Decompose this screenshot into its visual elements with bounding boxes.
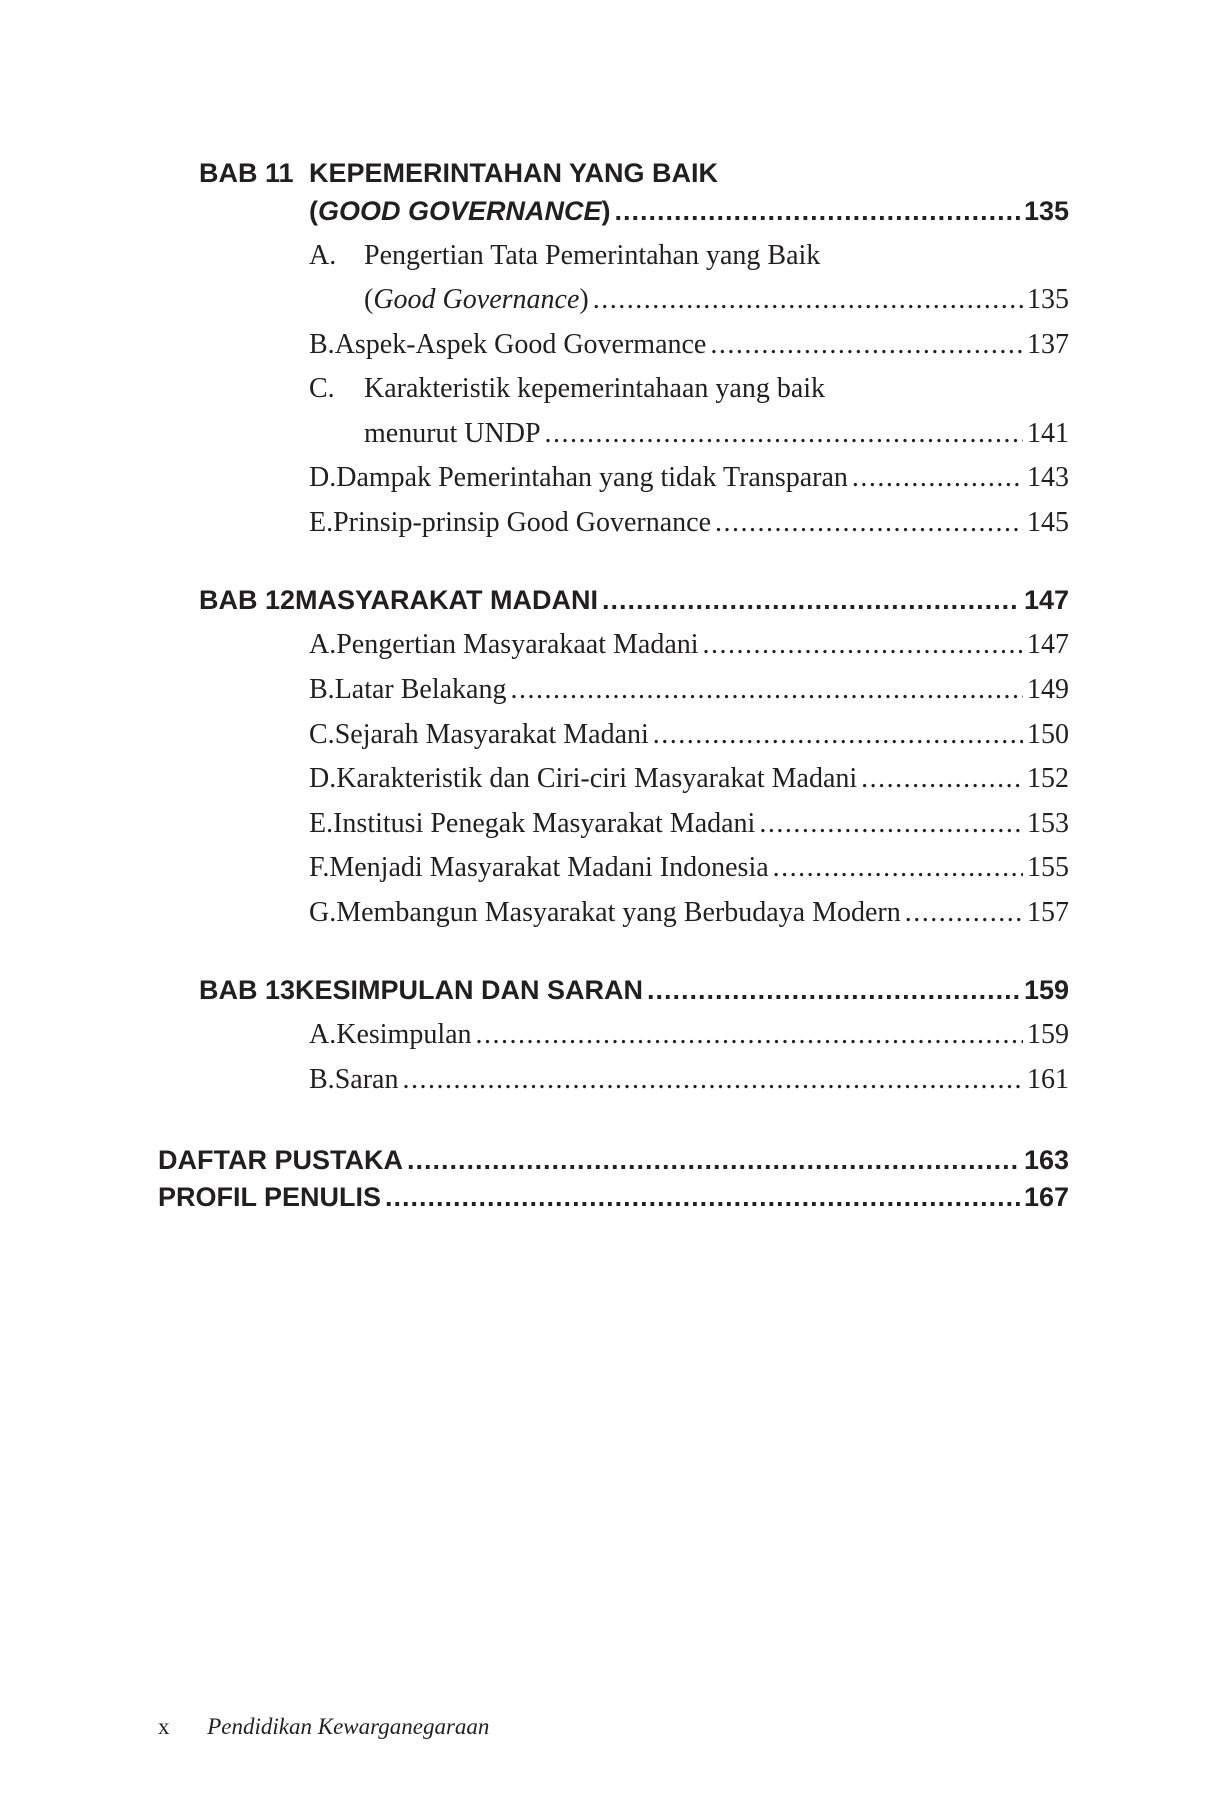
footer-book-title: Pendidikan Kewarganegaraan xyxy=(207,1714,490,1739)
item-title: Karakteristik dan Ciri-ciri Masyarakat Madani xyxy=(336,763,858,794)
leader-dots xyxy=(653,719,1023,751)
leader-dots xyxy=(710,329,1023,361)
item-letter: G. xyxy=(309,897,337,928)
toc-entry-12b[interactable] xyxy=(309,674,1069,706)
item-title: Dampak Pemerintahan yang tidak Transparan xyxy=(336,462,848,493)
toc-entry-12a[interactable] xyxy=(309,629,1069,661)
toc-entry-12g[interactable] xyxy=(309,897,1069,929)
toc-entry-11a-line1[interactable] xyxy=(309,240,1069,272)
chapter-number: BAB 12 xyxy=(199,585,296,615)
item-title: Pengertian Masyarakaat Madani xyxy=(336,629,699,660)
page-number: 163 xyxy=(1023,1145,1069,1175)
toc-entry-11b[interactable] xyxy=(309,329,1069,361)
page-number: 149 xyxy=(1027,674,1069,705)
page-number: 137 xyxy=(1027,329,1069,360)
item-title: Aspek-Aspek Good Govermance xyxy=(334,329,707,360)
page-number: 161 xyxy=(1027,1064,1069,1095)
item-title: Prinsip-prinsip Good Governance xyxy=(333,507,712,538)
item-letter: B. xyxy=(309,674,335,705)
item-letter: A. xyxy=(309,240,337,271)
toc-entry-12d[interactable] xyxy=(309,763,1069,795)
chapter-title: KESIMPULAN DAN SARAN xyxy=(295,975,644,1005)
page-number: 145 xyxy=(1027,507,1069,538)
toc-entry-profil-penulis[interactable] xyxy=(158,1182,1069,1213)
item-title: Pengertian Tata Pemerintahan yang Baik xyxy=(364,240,821,271)
page-number: 159 xyxy=(1027,1019,1069,1050)
page-number: 159 xyxy=(1023,975,1069,1005)
toc-entry-daftar-pustaka[interactable] xyxy=(158,1145,1069,1176)
chapter-title: KEPEMERINTAHAN YANG BAIK xyxy=(309,158,719,188)
item-letter: B. xyxy=(309,1064,335,1095)
leader-dots xyxy=(861,763,1023,795)
chapter-title-continued: (GOOD GOVERNANCE) xyxy=(309,196,611,226)
toc-entry-13b[interactable] xyxy=(309,1064,1069,1096)
page-number: 157 xyxy=(1027,897,1069,928)
section-title: DAFTAR PUSTAKA xyxy=(158,1145,403,1175)
leader-dots xyxy=(511,674,1024,706)
toc-entry-13a[interactable] xyxy=(309,1019,1069,1051)
item-title: Membangun Masyarakat yang Berbudaya Modern xyxy=(336,897,901,928)
leader-dots xyxy=(615,196,1020,227)
item-letter: F. xyxy=(309,852,330,883)
toc-entry-11a-line2[interactable] xyxy=(364,284,1069,316)
toc-entry-12f[interactable] xyxy=(309,852,1069,884)
leader-dots xyxy=(593,284,1023,316)
item-title: Institusi Penegak Masyarakat Madani xyxy=(333,808,756,839)
toc-entry-11c-line1[interactable] xyxy=(309,373,1069,405)
item-title: Menjadi Masyarakat Madani Indonesia xyxy=(329,852,769,883)
page-number: 167 xyxy=(1023,1182,1069,1212)
leader-dots xyxy=(759,808,1023,840)
item-title-continued: (Good Governance) xyxy=(364,284,589,315)
chapter-13-heading[interactable] xyxy=(199,975,1069,1006)
leader-dots xyxy=(647,975,1020,1006)
leader-dots xyxy=(476,1019,1023,1051)
toc-entry-11d[interactable] xyxy=(309,462,1069,494)
leader-dots xyxy=(905,897,1023,929)
leader-dots xyxy=(402,1064,1023,1096)
page-number: 155 xyxy=(1027,852,1069,883)
leader-dots xyxy=(407,1145,1020,1176)
item-letter: D. xyxy=(309,763,337,794)
item-letter: D. xyxy=(309,462,337,493)
page-number: 147 xyxy=(1027,629,1069,660)
toc-entry-12e[interactable] xyxy=(309,808,1069,840)
item-title: Latar Belakang xyxy=(334,674,507,705)
chapter-11-heading-line1[interactable] xyxy=(199,158,1069,189)
chapter-number: BAB 13 xyxy=(199,975,296,1005)
toc-entry-11c-line2[interactable] xyxy=(364,418,1069,450)
item-letter: E. xyxy=(309,808,334,839)
item-letter: A. xyxy=(309,1019,337,1050)
item-title: Kesimpulan xyxy=(336,1019,472,1050)
page-number: 135 xyxy=(1027,284,1069,315)
item-letter: A. xyxy=(309,629,337,660)
chapter-number: BAB 11 xyxy=(199,158,294,188)
item-letter: C. xyxy=(309,719,335,750)
leader-dots xyxy=(852,462,1023,494)
item-title: Saran xyxy=(334,1064,399,1095)
page-number: 141 xyxy=(1027,418,1069,449)
page-number: 147 xyxy=(1023,585,1069,615)
item-title: Karakteristik kepemerintahaan yang baik xyxy=(364,373,826,404)
page-number: 143 xyxy=(1027,462,1069,493)
page-number: 152 xyxy=(1027,763,1069,794)
page-footer xyxy=(158,1714,489,1740)
item-letter: C. xyxy=(309,373,335,404)
page-number: 150 xyxy=(1027,719,1069,750)
chapter-12-heading[interactable] xyxy=(199,585,1069,616)
leader-dots xyxy=(773,852,1023,884)
leader-dots xyxy=(545,418,1023,450)
toc-entry-12c[interactable] xyxy=(309,719,1069,751)
leader-dots xyxy=(385,1182,1020,1213)
chapter-title: MASYARAKAT MADANI xyxy=(295,585,599,615)
footer-page-number: x xyxy=(158,1714,170,1739)
item-letter: B. xyxy=(309,329,335,360)
leader-dots xyxy=(602,585,1020,616)
leader-dots xyxy=(715,507,1023,539)
leader-dots xyxy=(703,629,1023,661)
section-title: PROFIL PENULIS xyxy=(158,1182,382,1212)
page-number: 153 xyxy=(1027,808,1069,839)
item-letter: E. xyxy=(309,507,334,538)
page-number: 135 xyxy=(1023,196,1069,226)
toc-entry-11e[interactable] xyxy=(309,507,1069,539)
chapter-11-heading-line2[interactable] xyxy=(309,196,1069,227)
item-title: Sejarah Masyarakat Madani xyxy=(334,719,649,750)
item-title-continued: menurut UNDP xyxy=(364,418,541,449)
